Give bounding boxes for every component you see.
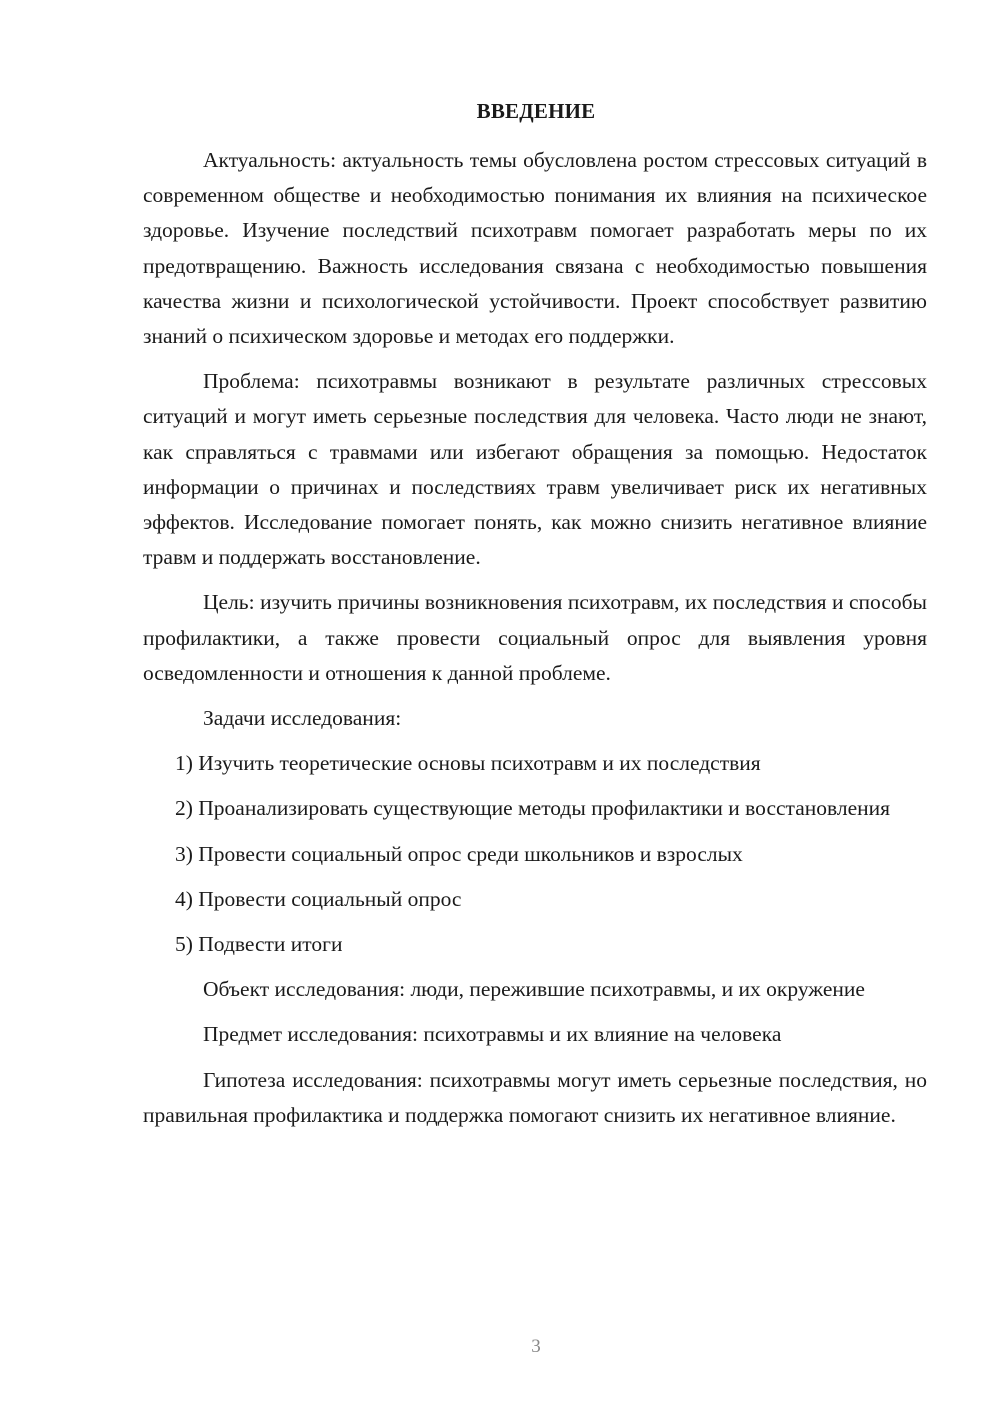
task-item: 3) Провести социальный опрос среди школьников и взрослых — [175, 841, 743, 866]
section-title: ВВЕДЕНИЕ — [476, 99, 596, 123]
paragraph-problem: Проблема: психотравмы возникают в результате различных стрессовых ситуаций и могут иметь серьезные последствия для человека. Часто люди не знают, как справляться с травмами или избегают обращения за помощью. Недостаток информации о причинах и последствиях травм увеличивает риск их негативных эффектов. Исследование помогает понять, как можно снизить негативное влияние травм и поддержать восстановление. — [143, 369, 927, 570]
paragraph-object: Объект исследования: люди, пережившие психотравмы, и их окружение — [203, 977, 865, 1002]
page-number: 3 — [531, 1336, 541, 1357]
document-body — [143, 143, 927, 1143]
task-item: 1) Изучить теоретические основы психотравм и их последствия — [175, 751, 761, 776]
task-item: 2) Проанализировать существующие методы профилактики и восстановления — [175, 796, 891, 821]
paragraph-hypothesis: Гипотеза исследования: психотравмы могут иметь серьезные последствия, но правильная профилактика и поддержка помогают снизить их негативное влияние. — [143, 1067, 927, 1127]
paragraph-subject: Предмет исследования: психотравмы и их влияние на человека — [203, 1022, 782, 1047]
paragraph-relevance: Актуальность: актуальность темы обусловлена ростом стрессовых ситуаций в современном обществе и необходимостью понимания их влияния на психическое здоровье. Изучение последствий психотравм помогает разработать меры по их предотвращению. Важность исследования связана с необходимостью повышения качества жизни и психологической устойчивости. Проект способствует развитию знаний о психическом здоровье и методах его поддержки. — [143, 148, 927, 349]
paragraph-goal: Цель: изучить причины возникновения психотравм, их последствия и способы профилактики, а также провести социальный опрос для выявления уровня осведомленности и отношения к данной проблеме. — [143, 590, 927, 685]
paragraph-tasks-heading: Задачи исследования: — [203, 706, 402, 731]
task-item: 4) Провести социальный опрос — [175, 886, 462, 911]
task-item: 5) Подвести итоги — [175, 932, 343, 957]
